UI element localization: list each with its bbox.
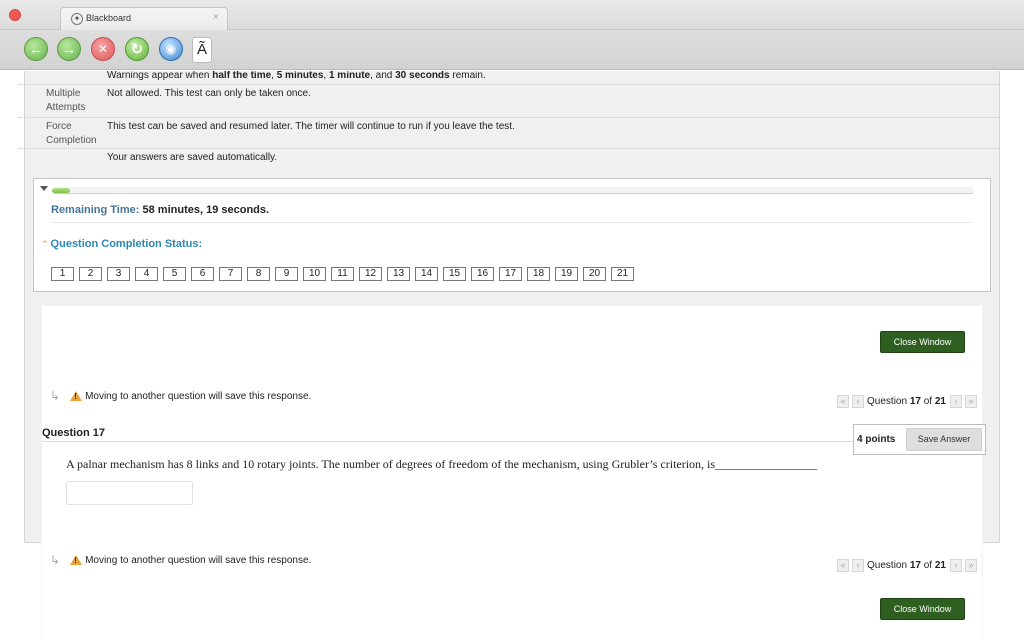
tab-title: Blackboard [86, 13, 132, 23]
first-page-icon[interactable]: « [837, 559, 849, 572]
save-answer-button[interactable]: Save Answer [906, 428, 982, 451]
pager-total: 21 [934, 560, 946, 571]
question-nav-box[interactable]: 7 [219, 267, 242, 281]
warnings-thirty-seconds: 30 seconds [395, 71, 450, 81]
remaining-time-value: 58 minutes, 19 seconds. [142, 204, 270, 216]
question-nav-box[interactable]: 18 [527, 267, 550, 281]
window-close-button[interactable] [9, 9, 21, 21]
question-pager-bottom [837, 559, 977, 572]
question-nav-box[interactable]: 14 [415, 267, 438, 281]
expand-chevron-icon: ⌃ [41, 239, 49, 249]
divider [51, 222, 973, 223]
question-nav-box[interactable]: 19 [555, 267, 578, 281]
forward-arrow-icon[interactable]: → [57, 37, 81, 61]
instruction-row-force-completion [19, 117, 999, 148]
last-page-icon[interactable]: » [965, 559, 977, 572]
completion-status-label: Question Completion Status: [50, 238, 203, 250]
question-nav-box[interactable]: 13 [387, 267, 410, 281]
save-notice-text: Moving to another question will save this response. [85, 390, 312, 402]
test-status-panel [33, 178, 991, 292]
instruction-label: Force Completion [46, 121, 97, 146]
page-content [0, 71, 1024, 640]
instruction-row-autosave [19, 148, 999, 170]
warnings-half-time: half the time [212, 71, 272, 81]
pager-text [867, 560, 946, 571]
warnings-sep: , [323, 71, 329, 81]
instruction-value: Not allowed. This test can only be taken once. [107, 88, 311, 99]
points-box [853, 424, 986, 455]
question-nav-box[interactable]: 3 [107, 267, 130, 281]
first-page-icon[interactable]: « [837, 395, 849, 408]
warnings-five-minutes: 5 minutes [276, 71, 324, 81]
next-page-icon[interactable]: › [950, 395, 962, 408]
collapse-triangle-icon[interactable] [40, 186, 48, 191]
question-nav-box[interactable]: 9 [275, 267, 298, 281]
question-text: A palnar mechanism has 8 links and 10 rotary joints. The number of degrees of freedom of the mechanism, using Grubler’s criterion, is_________________ [66, 457, 818, 471]
question-nav-box[interactable]: 2 [79, 267, 102, 281]
question-nav-box[interactable]: 10 [303, 267, 326, 281]
question-title: Question 17 [42, 427, 105, 439]
globe-icon: ✦ [71, 13, 83, 25]
warning-icon [70, 555, 81, 565]
last-page-icon[interactable]: » [965, 395, 977, 408]
warnings-sep: , and [370, 71, 396, 81]
question-nav-box[interactable]: 4 [135, 267, 158, 281]
question-nav-box[interactable]: 5 [163, 267, 186, 281]
question-nav-box[interactable]: 17 [499, 267, 522, 281]
pager-prefix: Question [867, 560, 908, 571]
browser-toolbar [0, 30, 1024, 70]
save-notice-top [50, 389, 311, 403]
question-nav-box[interactable]: 16 [471, 267, 494, 281]
warning-icon [70, 391, 81, 401]
save-notice-bottom [50, 553, 311, 567]
pager-current: 17 [909, 396, 921, 407]
close-window-button[interactable]: Close Window [880, 331, 965, 353]
instruction-value: This test can be saved and resumed later. The timer will continue to run if you leave the test. [107, 121, 515, 132]
browser-tab[interactable] [60, 7, 228, 30]
back-arrow-icon[interactable]: ← [24, 37, 48, 61]
question-pager-top [837, 395, 977, 408]
time-progress-fill [52, 188, 70, 193]
close-window-button[interactable]: Close Window [880, 598, 965, 620]
question-navigator [51, 267, 634, 281]
divider [42, 441, 854, 442]
question-nav-box[interactable]: 1 [51, 267, 74, 281]
remaining-time-label: Remaining Time: [51, 204, 140, 216]
save-notice-text: Moving to another question will save this response. [85, 554, 312, 566]
globe-icon[interactable]: ◉ [159, 37, 183, 61]
title-bar [0, 0, 1024, 30]
instruction-label: Multiple Attempts [46, 88, 86, 113]
return-arrow-icon: ↳ [50, 553, 61, 567]
tab-close-button[interactable]: × [212, 11, 219, 23]
text-size-icon[interactable]: Ã [192, 37, 212, 63]
pager-current: 17 [909, 560, 921, 571]
question-nav-box[interactable]: 11 [331, 267, 354, 281]
question-nav-box[interactable]: 20 [583, 267, 606, 281]
question-nav-box[interactable]: 12 [359, 267, 382, 281]
question-completion-status[interactable] [41, 238, 202, 250]
warnings-one-minute: 1 minute [328, 71, 371, 81]
warnings-sep: , [271, 71, 277, 81]
pager-total: 21 [934, 396, 946, 407]
question-nav-box[interactable]: 6 [191, 267, 214, 281]
pager-of: of [923, 560, 933, 571]
pager-text [867, 396, 946, 407]
pager-of: of [923, 396, 933, 407]
remaining-time [51, 204, 269, 216]
question-nav-box[interactable]: 8 [247, 267, 270, 281]
pager-prefix: Question [867, 396, 908, 407]
previous-page-icon[interactable]: ‹ [852, 559, 864, 572]
return-arrow-icon: ↳ [50, 389, 61, 403]
time-progress-bar [52, 187, 974, 194]
previous-page-icon[interactable]: ‹ [852, 395, 864, 408]
warnings-suffix: remain. [449, 71, 486, 81]
question-nav-box[interactable]: 21 [611, 267, 634, 281]
stop-icon[interactable]: ✕ [91, 37, 115, 61]
question-nav-box[interactable]: 15 [443, 267, 466, 281]
question-panel [41, 306, 983, 640]
warnings-instruction [107, 71, 486, 81]
reload-icon[interactable]: ↻ [125, 37, 149, 61]
warnings-prefix: Warnings appear when [107, 71, 213, 81]
answer-input[interactable] [66, 481, 193, 505]
instruction-row-multiple-attempts [19, 84, 999, 117]
instruction-value: Your answers are saved automatically. [107, 152, 278, 163]
next-page-icon[interactable]: › [950, 559, 962, 572]
question-points: 4 points [857, 434, 896, 445]
